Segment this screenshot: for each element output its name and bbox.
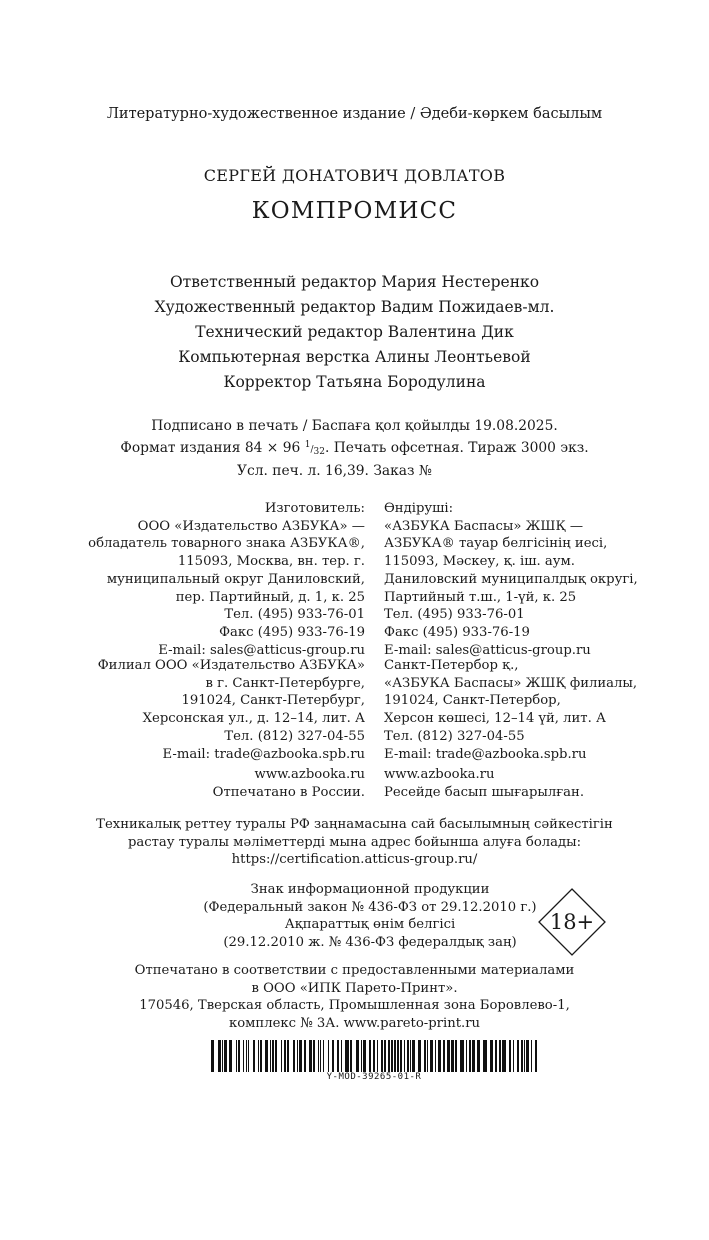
barcode-bar xyxy=(430,1040,433,1072)
print-info xyxy=(0,417,709,481)
certification-line: Техникалық реттеу туралы РФ заңнамасына сай басылымның сәйкестігін xyxy=(96,817,613,832)
barcode-bar xyxy=(293,1040,295,1072)
barcode-bar xyxy=(469,1040,471,1072)
barcode-bar xyxy=(313,1040,315,1072)
barcode-bar xyxy=(435,1040,436,1072)
staff-line: Художественный редактор Вадим Пожидаев-мл. xyxy=(154,298,555,316)
manufacturer-ru xyxy=(88,500,365,659)
printer-line: Отпечатано в соответствии с предоставленными материалами xyxy=(134,963,575,978)
barcode-bar xyxy=(275,1040,277,1072)
sheets-line xyxy=(0,462,709,481)
printer-line: в ООО «ИПК Парето-Принт». xyxy=(251,980,458,996)
manufacturer-ru-line: обладатель товарного знака АЗБУКА®, xyxy=(88,536,365,552)
barcode-bar xyxy=(236,1040,237,1072)
printed-in-russia-kz: Ресейде басып шығарылған. xyxy=(384,784,585,800)
barcode-bar xyxy=(526,1040,529,1072)
staff-line: Ответственный редактор Мария Нестеренко xyxy=(169,273,540,291)
barcode xyxy=(211,1040,537,1072)
branch-kz xyxy=(384,657,637,763)
branch-ru-line: Филиал ООО «Издательство АЗБУКА» xyxy=(97,658,365,673)
barcode-bar xyxy=(304,1040,306,1072)
barcode-bar xyxy=(272,1040,274,1072)
manufacturer-kz-line: Факс (495) 933-76-19 xyxy=(384,624,530,640)
sheets-text: Усл. печ. л. 16,39. Заказ № xyxy=(237,463,432,479)
format-suffix: . Печать офсетная. Тираж 3000 экз. xyxy=(324,440,589,456)
barcode-bar xyxy=(400,1040,402,1072)
manufacturer-ru-line: Тел. (495) 933-76-01 xyxy=(224,607,365,623)
format-fraction: $^1/_{32}$ xyxy=(304,440,325,457)
format-denominator: 32 xyxy=(313,447,325,457)
barcode-bar xyxy=(229,1040,232,1072)
info-sign-line: Знак информационной продукции xyxy=(250,882,490,897)
printer-line: 170546, Тверская область, Промышленная зона Боровлево-1, xyxy=(139,998,570,1013)
barcode-bar xyxy=(248,1040,249,1072)
barcode-bar xyxy=(521,1040,523,1072)
website-ru: www.azbooka.ru xyxy=(254,767,365,782)
barcode-bar xyxy=(404,1040,405,1072)
manufacturer-ru-line: Изготовитель: xyxy=(264,501,365,516)
barcode-bar xyxy=(309,1040,312,1072)
barcode-bar xyxy=(337,1040,339,1072)
barcode-bar xyxy=(502,1040,506,1072)
branch-kz-line: Херсон көшесі, 12–14 үй, лит. А xyxy=(384,711,606,727)
staff-line: Технический редактор Валентина Дик xyxy=(195,323,514,341)
barcode-bar xyxy=(460,1040,464,1072)
footer-ru xyxy=(213,766,365,801)
format-line xyxy=(0,436,709,462)
barcode-bar xyxy=(373,1040,375,1072)
barcode-bar xyxy=(341,1040,342,1072)
branch-ru-line: E-mail: trade@azbooka.spb.ru xyxy=(162,746,365,762)
barcode-bar xyxy=(394,1040,396,1072)
barcode-bar xyxy=(391,1040,393,1072)
manufacturer-ru-line: 115093, Москва, вн. тер. г. xyxy=(177,554,365,570)
staff-line: Компьютерная верстка Алины Леонтьевой xyxy=(178,348,531,366)
barcode-bar xyxy=(287,1040,289,1072)
manufacturer-kz-line: E-mail: sales@atticus-group.ru xyxy=(384,642,591,658)
info-sign-line: (29.12.2010 ж. № 436-ФЗ федералдық заң) xyxy=(223,934,517,950)
barcode-bar xyxy=(243,1040,244,1072)
manufacturer-kz-line: 115093, Мәскеу, қ. іш. аум. xyxy=(384,554,575,570)
barcode-bar xyxy=(222,1040,223,1072)
barcode-bar xyxy=(224,1040,227,1072)
manufacturer-ru-line: E-mail: sales@atticus-group.ru xyxy=(158,642,365,658)
barcode-bar xyxy=(211,1040,214,1072)
barcode-bar xyxy=(258,1040,259,1072)
barcode-bar xyxy=(328,1040,329,1072)
manufacturer-ru-line: ООО «Издательство АЗБУКА» — xyxy=(137,518,365,534)
footer-kz xyxy=(384,766,584,801)
manufacturer-kz-line: «АЗБУКА Баспасы» ЖШҚ — xyxy=(384,518,584,534)
barcode-bar xyxy=(284,1040,286,1072)
barcode-bar xyxy=(238,1040,240,1072)
barcode-bar xyxy=(388,1040,390,1072)
barcode-bar xyxy=(345,1040,349,1072)
barcode-bar xyxy=(356,1040,359,1072)
manufacturer-ru-line: Факс (495) 933-76-19 xyxy=(219,624,365,640)
barcode-bar xyxy=(260,1040,262,1072)
barcode-bar xyxy=(320,1040,321,1072)
manufacturer-ru-line: муниципальный округ Даниловский, xyxy=(106,571,365,587)
barcode-bar xyxy=(369,1040,371,1072)
branch-kz-line: Тел. (812) 327-04-55 xyxy=(384,728,525,744)
branch-ru-line: Херсонская ул., д. 12–14, лит. А xyxy=(142,711,365,727)
certification-note xyxy=(0,816,709,869)
printer-line: комплекс № 3А. www.pareto-print.ru xyxy=(228,1015,480,1031)
branch-kz-line: E-mail: trade@azbooka.spb.ru xyxy=(384,746,587,762)
barcode-bar xyxy=(535,1040,537,1072)
barcode-bar xyxy=(455,1040,457,1072)
printer-info xyxy=(0,962,709,1032)
author-name: СЕРГЕЙ ДОНАТОВИЧ ДОВЛАТОВ xyxy=(203,166,506,185)
barcode-bar xyxy=(495,1040,497,1072)
branch-ru-line: Тел. (812) 327-04-55 xyxy=(224,728,365,744)
barcode-bar xyxy=(299,1040,302,1072)
barcode-bar xyxy=(253,1040,255,1072)
format-numerator: 1 xyxy=(304,440,311,450)
website-kz: www.azbooka.ru xyxy=(384,767,495,782)
manufacturer-kz-line: АЗБУКА® тауар белгісінің иесі, xyxy=(384,536,608,552)
signed-date: Подписано в печать / Баспаға қол қойылды 19.08.2025. xyxy=(151,418,558,434)
certification-line: растау туралы мәліметтерді мына адрес бойынша алуға болады: xyxy=(127,834,582,850)
barcode-bar xyxy=(517,1040,519,1072)
barcode-bar xyxy=(361,1040,362,1072)
barcode-bar xyxy=(384,1040,386,1072)
barcode-bar xyxy=(424,1040,426,1072)
manufacturer-kz-line: Даниловский муниципалдық округі, xyxy=(384,571,638,587)
barcode-bar xyxy=(513,1040,514,1072)
branch-kz-line: 191024, Санкт-Петербор, xyxy=(384,693,561,709)
branch-ru-line: в г. Санкт-Петербурге, xyxy=(205,675,365,691)
barcode-bar xyxy=(438,1040,441,1072)
barcode-bar xyxy=(270,1040,271,1072)
manufacturer-kz xyxy=(384,500,638,659)
barcode-bar xyxy=(281,1040,282,1072)
barcode-bar xyxy=(443,1040,445,1072)
barcode-bar xyxy=(350,1040,352,1072)
barcode-bar xyxy=(246,1040,247,1072)
staff-line: Корректор Татьяна Бородулина xyxy=(223,373,486,391)
barcode-bar xyxy=(323,1040,324,1072)
manufacturer-kz-line: Өндіруші: xyxy=(384,501,454,516)
printed-in-russia: Отпечатано в России. xyxy=(212,784,365,800)
barcode-bar xyxy=(412,1040,415,1072)
barcode-bar xyxy=(332,1040,334,1072)
series-label: Литературно-художественное издание / Әдеби-көркем басылым xyxy=(106,106,603,122)
barcode-bar xyxy=(451,1040,454,1072)
barcode-bar xyxy=(410,1040,411,1072)
barcode-bar xyxy=(509,1040,511,1072)
manufacturer-kz-line: Тел. (495) 933-76-01 xyxy=(384,607,525,623)
barcode-bar xyxy=(472,1040,475,1072)
editorial-staff xyxy=(0,270,709,395)
branch-ru-line: 191024, Санкт-Петербург, xyxy=(181,693,365,709)
barcode-bar xyxy=(466,1040,467,1072)
manufacturer-kz-line: Партийный т.ш., 1-үй, к. 25 xyxy=(384,589,577,605)
barcode-bar xyxy=(218,1040,221,1072)
branch-kz-line: «АЗБУКА Баспасы» ЖШҚ филиалы, xyxy=(384,675,638,691)
branch-kz-line: Санкт-Петербор қ., xyxy=(384,658,519,673)
format-prefix: Формат издания 84 × 96 xyxy=(120,440,301,456)
barcode-bar xyxy=(397,1040,399,1072)
manufacturer-ru-line: пер. Партийный, д. 1, к. 25 xyxy=(175,589,365,605)
info-product-sign xyxy=(200,881,540,951)
barcode-bar xyxy=(524,1040,525,1072)
barcode-bar xyxy=(447,1040,450,1072)
barcode-bar xyxy=(407,1040,409,1072)
branch-ru xyxy=(98,657,365,763)
barcode-bar xyxy=(427,1040,428,1072)
barcode-bar xyxy=(483,1040,487,1072)
book-title: КОМПРОМИСС xyxy=(251,198,458,224)
age-rating-badge xyxy=(538,888,606,956)
barcode-bar xyxy=(363,1040,366,1072)
barcode-code: Y-MOD-39265-01-R xyxy=(326,1072,422,1082)
barcode-bar xyxy=(381,1040,383,1072)
barcode-bar xyxy=(418,1040,421,1072)
info-sign-line: Ақпараттық өнім белгісі xyxy=(284,917,456,932)
barcode-bar xyxy=(477,1040,480,1072)
barcode-bar xyxy=(531,1040,532,1072)
barcode-bar xyxy=(490,1040,493,1072)
barcode-bar xyxy=(377,1040,378,1072)
age-rating-text: 18+ xyxy=(549,910,595,934)
certification-url: https://certification.atticus-group.ru/ xyxy=(231,852,478,867)
barcode-bar xyxy=(499,1040,501,1072)
barcode-bar xyxy=(318,1040,319,1072)
barcode-bar xyxy=(265,1040,268,1072)
info-sign-line: (Федеральный закон № 436-ФЗ от 29.12.2010 г.) xyxy=(203,899,537,915)
barcode-bar xyxy=(297,1040,298,1072)
